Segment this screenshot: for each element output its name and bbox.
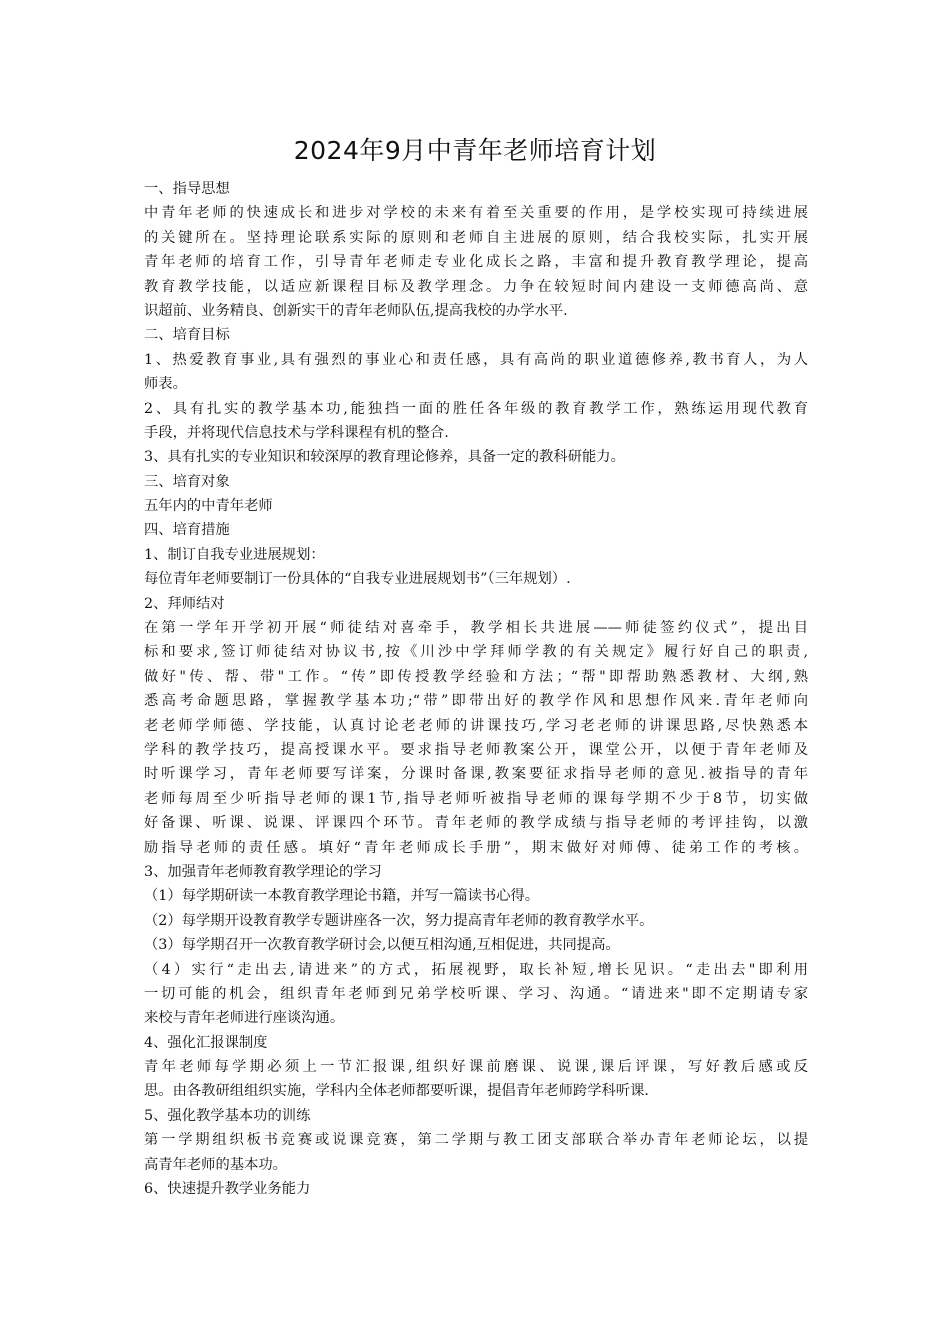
text-line: 标和要求,签订师徒结对协议书,按《川沙中学拜师学教的有关规定》履行好自己的职责, (144, 644, 808, 661)
text-line: 思。由各教研组组织实施，学科内全体老师都要听课，提倡青年老师跨学科听课. (144, 1083, 649, 1100)
text-line: 二、培育目标 (144, 327, 230, 344)
text-line: 学科的教学技巧，提高授课水平。要求指导老师教案公开，课堂公开，以便于青年老师及 (144, 741, 808, 758)
text-line: 老老师学师德、学技能，认真讨论老老师的讲课技巧,学习老老师的讲课思路,尽快熟悉本 (144, 717, 808, 734)
text-line: 好备课、听课、说课、评课四个环节。青年老师的教学成绩与指导老师的考评挂钩，以激 (144, 815, 808, 832)
text-line: 每位青年老师要制订一份具体的“自我专业进展规划书”（三年规划）. (144, 571, 571, 588)
text-line: 做好"传、帮、带"工作。“传”即传授教学经验和方法；“帮"即帮助熟悉教材、大纲,熟 (144, 668, 808, 685)
text-line: 第一学期组织板书竞赛或说课竞赛，第二学期与教工团支部联合举办青年老师论坛，以提 (144, 1132, 808, 1149)
text-line: 1、热爱教育事业,具有强烈的事业心和责任感，具有高尚的职业道德修养,教书育人，为人 (144, 351, 808, 368)
text-line: 的关键所在。坚持理论联系实际的原则和老师自主进展的原则，结合我校实际，扎实开展 (144, 229, 808, 246)
text-line: 3、具有扎实的专业知识和较深厚的教育理论修养，具备一定的教科研能力。 (144, 449, 625, 466)
text-line: 4、强化汇报课制度 (144, 1034, 268, 1051)
text-line: 手段，并将现代信息技术与学科课程有机的整合. (144, 424, 449, 441)
text-line: （2）每学期开设教育教学专题讲座各一次，努力提高青年老师的教育教学水平。 (144, 912, 654, 929)
text-line: 2、具有扎实的教学基本功,能独挡一面的胜任各年级的教育教学工作，熟练运用现代教育 (144, 400, 808, 417)
text-line: 青年老师的培育工作，引导青年老师走专业化成长之路，丰富和提升教育教学理论，提高 (144, 254, 808, 271)
text-line: 五年内的中青年老师 (144, 498, 273, 515)
text-line: 3、加强青年老师教育教学理论的学习 (144, 863, 382, 880)
text-line: 5、强化教学基本功的训练 (144, 1107, 311, 1124)
text-line: （4）实行“走出去,请进来”的方式，拓展视野，取长补短,增长见识。“走出去"即利用 (144, 961, 808, 978)
text-line: 在第一学年开学初开展“师徒结对喜牵手，教学相长共进展——师徒签约仪式”，提出目 (144, 620, 808, 637)
text-line: 师表。 (144, 376, 187, 393)
text-line: （3）每学期召开一次教育教学研讨会,以便互相沟通,互相促进，共同提高。 (144, 937, 620, 954)
text-line: 1、制订自我专业进展规划： (144, 546, 325, 563)
text-line: 一、指导思想 (144, 181, 230, 197)
text-line: 悉高考命题思路，掌握教学基本功;“带”即带出好的教学作风和思想作风来.青年老师向 (144, 693, 808, 710)
document-body (144, 177, 808, 1201)
text-line: 高青年老师的基本功。 (144, 1156, 287, 1173)
text-line: 6、快速提升教学业务能力 (144, 1181, 311, 1198)
text-line: 三、培育对象 (144, 473, 230, 490)
text-line: 时听课学习，青年老师要写详案，分课时备课,教案要征求指导老师的意见.被指导的青年 (144, 766, 808, 783)
text-line: 老师每周至少听指导老师的课1节,指导老师听被指导老师的课每学期不少于8节，切实做 (144, 790, 808, 807)
text-line: 一切可能的机会，组织青年老师到兄弟学校听课、学习、沟通。“请进来"即不定期请专家 (144, 985, 808, 1002)
text-line: 四、培育措施 (144, 522, 230, 539)
document-title: 2024年9月中青年老师培育计划 (293, 136, 657, 165)
text-line: 2、拜师结对 (144, 595, 225, 612)
text-line: 中青年老师的快速成长和进步对学校的未来有着至关重要的作用，是学校实现可持续进展 (144, 205, 808, 222)
text-line: 教育教学技能，以适应新课程目标及教学理念。力争在较短时间内建设一支师德高尚、意 (144, 278, 808, 295)
text-line: 识超前、业务精良、创新实干的青年老师队伍,提高我校的办学水平. (144, 302, 568, 319)
text-line: （1）每学期研读一本教育教学理论书籍，并写一篇读书心得。 (144, 888, 540, 905)
text-line: 青年老师每学期必须上一节汇报课,组织好课前磨课、说课,课后评课，写好教后感或反 (144, 1059, 808, 1076)
text-line: 励指导老师的责任感。填好“青年老师成长手册”，期末做好对师傅、徒弟工作的考核。 (144, 839, 808, 856)
text-line: 来校与青年老师进行座谈沟通。 (144, 1010, 345, 1027)
